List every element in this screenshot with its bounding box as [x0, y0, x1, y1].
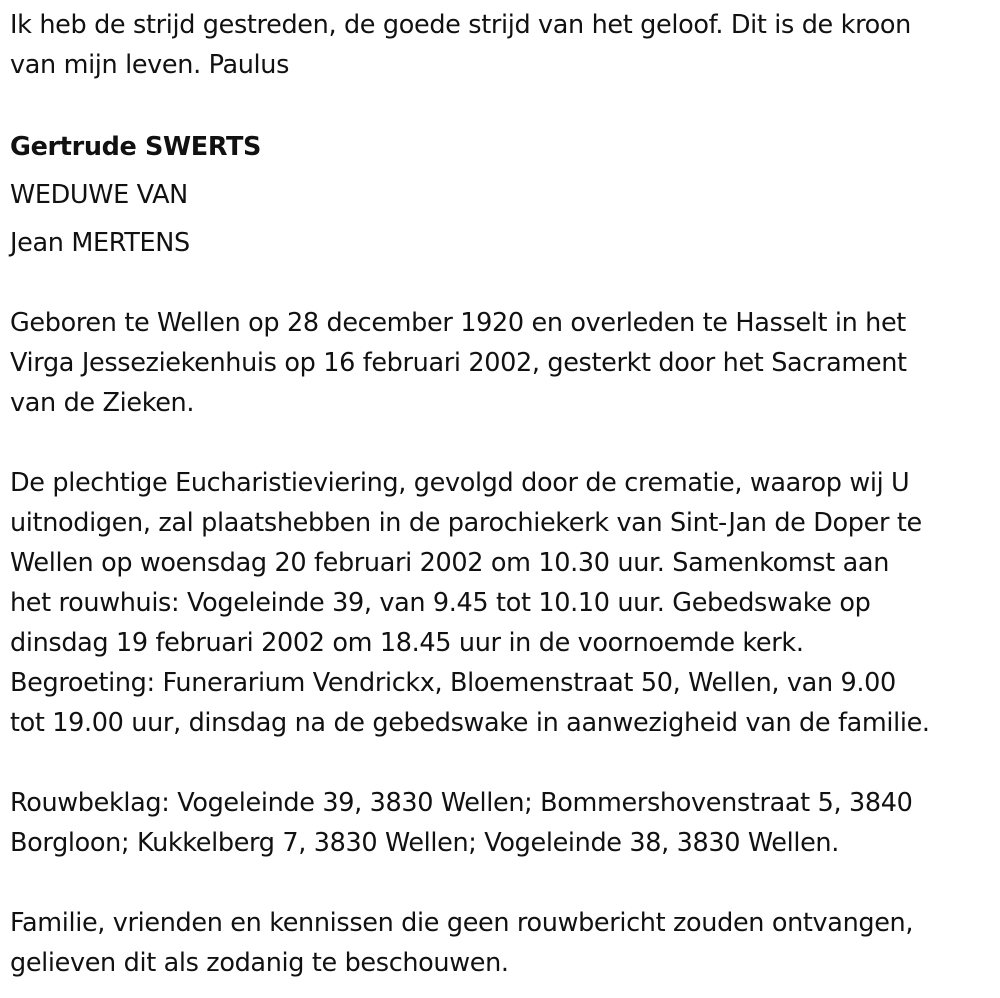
birth-death-line-2: Virga Jesseziekenhuis op 16 februari 2002, gesterkt door het Sacrament [10, 348, 907, 378]
spacer [10, 85, 995, 127]
deceased-block [10, 127, 995, 167]
birth-death-paragraph [10, 303, 995, 423]
condolences-line-1: Rouwbeklag: Vogeleinde 39, 3830 Wellen; Bommershovenstraat 5, 3840 [10, 788, 913, 818]
ceremony-line-5: dinsdag 19 februari 2002 om 18.45 uur in de voornoemde kerk. [10, 628, 804, 658]
spacer [10, 743, 995, 783]
obituary-document [10, 5, 995, 983]
birth-death-line-3: van de Zieken. [10, 388, 195, 418]
spacer [10, 423, 995, 463]
spacer [10, 215, 995, 223]
spacer [10, 863, 995, 903]
spacer [10, 167, 995, 175]
spouse-name: Jean MERTENS [10, 228, 190, 258]
closing-line-2: gelieven dit als zodanig te beschouwen. [10, 948, 509, 978]
spouse-block [10, 223, 995, 263]
ceremony-line-2: uitnodigen, zal plaatshebben in de parochiekerk van Sint-Jan de Doper te [10, 508, 922, 538]
quote-line-1: Ik heb de strijd gestreden, de goede strijd van het geloof. Dit is de kroon [10, 10, 911, 40]
closing-line-1: Familie, vrienden en kennissen die geen rouwbericht zouden ontvangen, [10, 908, 914, 938]
condolences-line-2: Borgloon; Kukkelberg 7, 3830 Wellen; Vogeleinde 38, 3830 Wellen. [10, 828, 839, 858]
ceremony-line-7: tot 19.00 uur, dinsdag na de gebedswake in aanwezigheid van de familie. [10, 708, 930, 738]
spacer [10, 263, 995, 303]
ceremony-line-3: Wellen op woensdag 20 februari 2002 om 10.30 uur. Samenkomst aan [10, 548, 890, 578]
birth-death-line-1: Geboren te Wellen op 28 december 1920 en overleden te Hasselt in het [10, 308, 906, 338]
ceremony-line-6: Begroeting: Funerarium Vendrickx, Bloemenstraat 50, Wellen, van 9.00 [10, 668, 896, 698]
ceremony-line-4: het rouwhuis: Vogeleinde 39, van 9.45 tot 10.10 uur. Gebedswake op [10, 588, 871, 618]
relation-label: WEDUWE VAN [10, 180, 188, 210]
bible-quote [10, 5, 995, 85]
ceremony-line-1: De plechtige Eucharistieviering, gevolgd door de crematie, waarop wij U [10, 468, 910, 498]
quote-line-2: van mijn leven. Paulus [10, 50, 290, 80]
deceased-name: Gertrude SWERTS [10, 132, 262, 162]
condolences-paragraph [10, 783, 995, 863]
closing-paragraph [10, 903, 995, 983]
ceremony-paragraph [10, 463, 995, 743]
relation-block [10, 175, 995, 215]
